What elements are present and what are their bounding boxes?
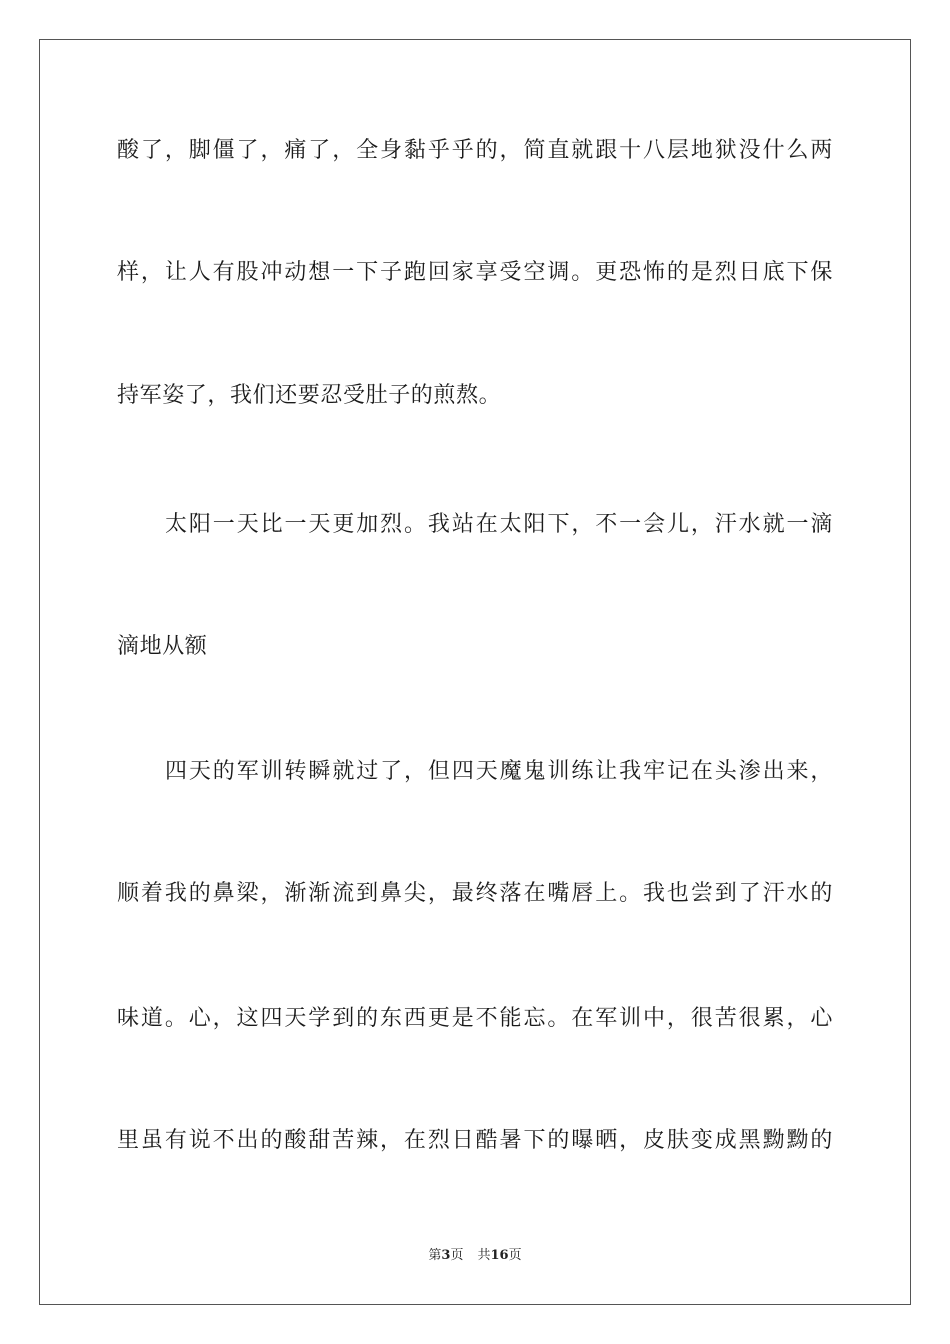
text-line: 持军姿了，我们还要忍受肚子的煎熬。	[117, 383, 502, 408]
page-number: 3	[441, 1248, 451, 1263]
text-line: 里虽有说不出的酸甜苦辣，在烈日酷暑下的曝晒，皮肤变成黑黝黝的	[117, 1128, 833, 1153]
text-line: 滴地从额	[117, 634, 208, 659]
total-pages: 16	[490, 1248, 509, 1263]
page-prefix: 第	[428, 1248, 442, 1263]
page-border	[39, 39, 911, 1305]
total-prefix: 共	[477, 1248, 491, 1263]
paragraph-start-line: 太阳一天比一天更加烈。我站在太阳下，不一会儿，汗水就一滴	[165, 512, 833, 537]
text-line: 样，让人有股冲动想一下子跑回家享受空调。更恐怖的是烈日底下保	[117, 260, 833, 285]
total-suffix: 页	[508, 1248, 522, 1263]
page-suffix: 页	[450, 1248, 464, 1263]
text-line: 酸了，脚僵了，痛了，全身黏乎乎的，简直就跟十八层地狱没什么两	[117, 138, 833, 163]
text-line: 顺着我的鼻梁，渐渐流到鼻尖，最终落在嘴唇上。我也尝到了汗水的	[117, 881, 833, 906]
page-footer	[0, 1248, 950, 1264]
paragraph-start-line: 四天的军训转瞬就过了，但四天魔鬼训练让我牢记在头渗出来，	[165, 759, 833, 784]
text-line: 味道。心，这四天学到的东西更是不能忘。在军训中，很苦很累，心	[117, 1006, 833, 1031]
